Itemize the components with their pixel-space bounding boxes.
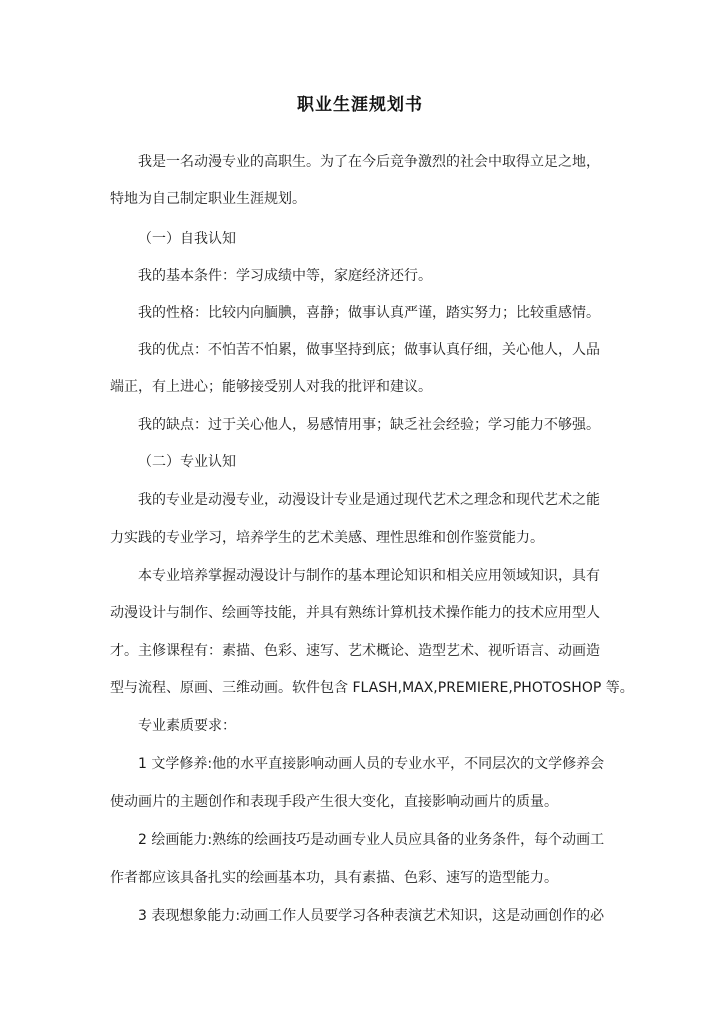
major-p2-line-1: 本专业培养掌握动漫设计与制作的基本理论知识和相关应用领域知识，具有: [138, 568, 600, 584]
quality-2-line-1: 2 绘画能力:熟练的绘画技巧是动画专业人员应具备的业务条件，每个动画工: [138, 832, 605, 848]
major-p2-line-3: 才。主修课程有：素描、色彩、速写、艺术概论、造型艺术、视听语言、动画造: [110, 643, 600, 659]
self-weaknesses: 我的缺点：过于关心他人，易感情用事；缺乏社会经验；学习能力不够强。: [138, 417, 600, 433]
major-p1-line-2: 力实践的专业学习，培养学生的艺术美感、理性思维和创作鉴赏能力。: [110, 530, 544, 546]
quality-2-line-2: 作者都应该具备扎实的绘画基本功，具有素描、色彩、速写的造型能力。: [110, 870, 558, 886]
intro-line-1: 我是一名动漫专业的高职生。为了在今后竞争激烈的社会中取得立足之地，: [138, 154, 600, 170]
section-heading-major: （二）专业认知: [138, 454, 236, 470]
quality-3-line-1: 3 表现想象能力:动画工作人员要学习各种表演艺术知识，这是动画创作的必: [138, 908, 605, 924]
self-personality: 我的性格：比较内向腼腆，喜静；做事认真严谨，踏实努力；比较重感情。: [138, 305, 600, 321]
self-strengths-line-2: 端正，有上进心；能够接受别人对我的批评和建议。: [110, 379, 432, 395]
quality-1-line-2: 使动画片的主题创作和表现手段产生很大变化，直接影响动画片的质量。: [110, 794, 558, 810]
self-strengths-line-1: 我的优点：不怕苦不怕累，做事坚持到底；做事认真仔细，关心他人，人品: [138, 342, 600, 358]
intro-line-2: 特地为自己制定职业生涯规划。: [110, 191, 306, 207]
self-basic: 我的基本条件：学习成绩中等，家庭经济还行。: [138, 268, 432, 284]
major-p2-line-2: 动漫设计与制作、绘画等技能，并具有熟练计算机技术操作能力的技术应用型人: [110, 605, 600, 621]
quality-heading: 专业素质要求：: [138, 718, 236, 734]
document-title: 职业生涯规划书: [297, 95, 423, 115]
section-heading-self: （一）自我认知: [138, 231, 236, 247]
major-p2-line-4: 型与流程、原画、三维动画。软件包含 FLASH,MAX,PREMIERE,PHOTOSHOP 等。: [110, 680, 634, 696]
quality-1-line-1: 1 文学修养:他的水平直接影响动画人员的专业水平，不同层次的文学修养会: [138, 756, 605, 772]
major-p1-line-1: 我的专业是动漫专业，动漫设计专业是通过现代艺术之理念和现代艺术之能: [138, 492, 600, 508]
